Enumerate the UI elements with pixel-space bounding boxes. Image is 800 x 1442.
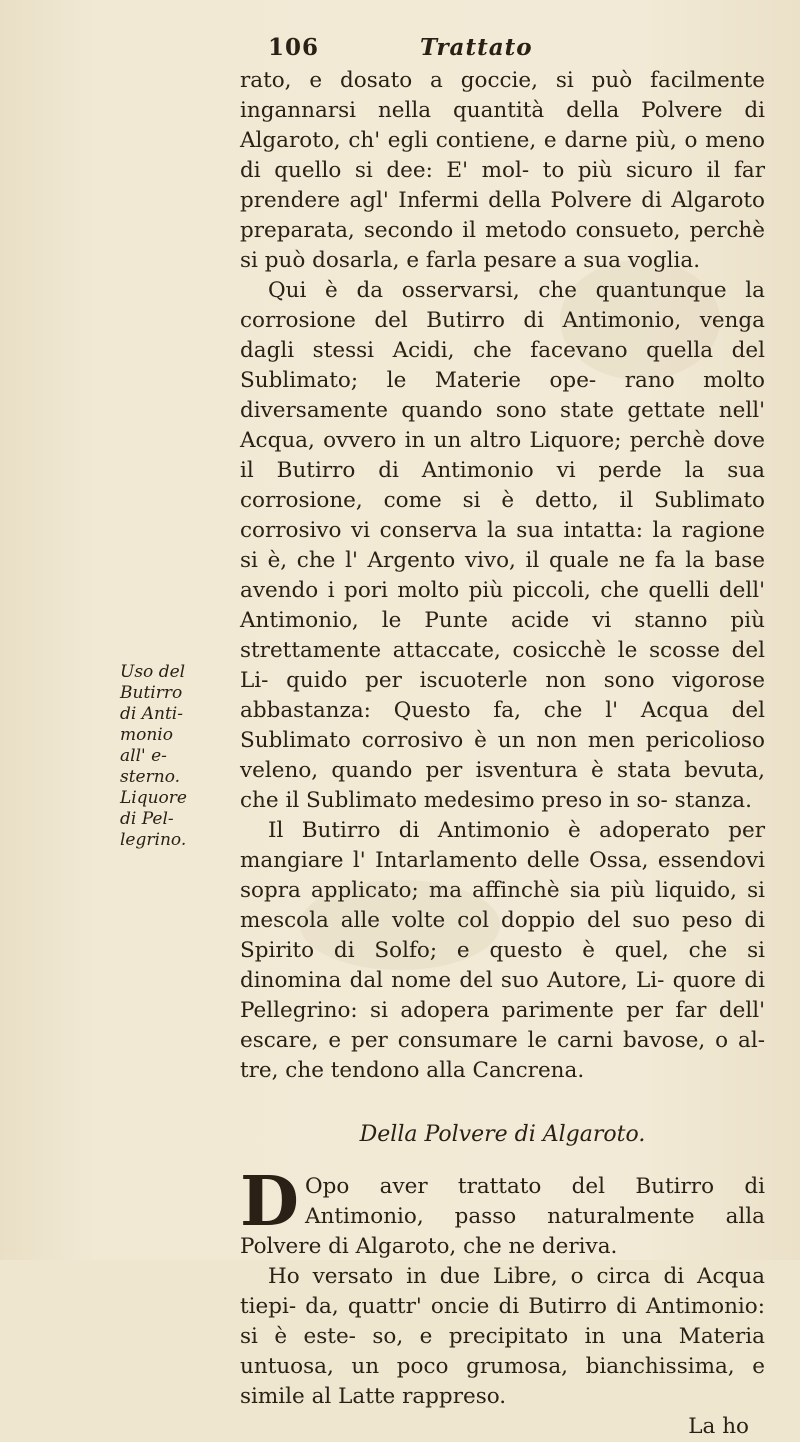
margin-note-line: all' e- — [120, 746, 167, 766]
text-line: Ho versato in due Libre, o circa di Acqua tiepi- — [240, 1264, 765, 1319]
text-line: che quelli dell' Antimonio, le Punte acide vi stanno — [240, 578, 765, 633]
text-line: tre, che tendono alla Cancrena. — [240, 1058, 585, 1083]
text-line: come si è detto, il Sublimato corrosivo vi conserva la — [240, 488, 766, 543]
text-line: che facevano quella del Sublimato; le Materie ope- — [240, 338, 765, 393]
text-line: passo naturalmente alla Polvere di Algaroto, — [240, 1204, 765, 1259]
text-line: to più sicuro il far prendere agl' Infermi della Polvere — [240, 158, 765, 213]
text-line: nell' Acqua, ovvero in un altro Liquore; perchè dove — [240, 398, 765, 453]
text-line: non men pericolioso veleno, quando per isventura è — [240, 728, 765, 783]
paragraph — [240, 276, 765, 816]
text-line: ma affinchè sia più liquido, si mescola alle volte col — [240, 878, 765, 933]
text-line: doppio del suo peso di Spirito di Solfo; e questo è — [240, 908, 765, 963]
margin-note-line: legrino. — [120, 830, 187, 850]
text-line: rato, e dosato a goccie, si può facilmente ingannarsi — [240, 68, 765, 123]
paragraph — [240, 816, 765, 1086]
paragraph-text — [240, 1162, 765, 1259]
margin-note-line: sterno. — [120, 767, 181, 787]
catchword: La ho — [688, 1414, 749, 1439]
page-header — [0, 34, 800, 64]
text-line: perchè si può dosarla, e farla pesare a sua voglia. — [240, 218, 765, 273]
text-line: l' Intarlamento delle Ossa, essendovi sopra applicato; — [240, 848, 765, 903]
text-line: nella quantità della Polvere di Algaroto, ch' egli — [240, 98, 765, 153]
text-line: quido per iscuoterle non sono vigorose abbastanza: — [240, 668, 765, 723]
text-line: stanza. — [674, 788, 752, 813]
text-line: Opo aver trattato del Butirro di Antimonio, — [304, 1174, 765, 1229]
text-line: più strettamente attaccate, cosicchè le scosse del Li- — [240, 608, 765, 693]
text-line: quale ne fa la base avendo i pori molto più piccoli, — [240, 548, 765, 603]
paragraph — [240, 1162, 765, 1262]
body-text — [240, 66, 765, 1442]
text-line: del Butirro di Antimonio, venga dagli stessi Acidi, — [240, 308, 765, 363]
margin-note-line: di Anti- — [120, 704, 183, 724]
margin-note-line: Uso del — [120, 662, 186, 682]
paragraph — [240, 66, 765, 276]
text-line: il Butirro di Antimonio vi perde la sua corrosione, — [240, 458, 765, 513]
text-line: sua intatta: la ragione si è, che l' Argento vivo, il — [240, 518, 765, 573]
text-line: Il Butirro di Antimonio è adoperato per mangiare — [240, 818, 765, 873]
text-line: grumosa, bianchissima, e simile al Latte rappreso. — [240, 1354, 765, 1409]
text-line: di Algaroto preparata, secondo il metodo consueto, — [240, 188, 765, 243]
text-line: che ne deriva. — [463, 1234, 618, 1259]
running-title: Trattato — [420, 34, 533, 61]
text-line: rano molto diversamente quando sono state gettate — [240, 368, 765, 423]
page-number: 106 — [268, 34, 320, 61]
text-line: da, quattr' oncie di Butirro di Antimonio: si è este- — [240, 1294, 765, 1349]
text-line: quel, che si dinomina dal nome del suo Autore, Li- — [240, 938, 766, 993]
text-line: quore di Pellegrino: si adopera parimente per far — [240, 968, 765, 1023]
margin-note-line: Butirro — [120, 683, 183, 703]
text-line: Questo fa, che l' Acqua del Sublimato corrosivo è un — [240, 698, 765, 753]
margin-note-line: di Pel- — [120, 809, 174, 829]
section-heading: Della Polvere di Algaroto. — [359, 1122, 646, 1147]
margin-note — [120, 662, 230, 851]
margin-note-line: monio — [120, 725, 173, 745]
text-line: stata bevuta, che il Sublimato medesimo preso in so- — [240, 758, 765, 813]
text-line: Qui è da osservarsi, che quantunque la corrosione — [240, 278, 765, 333]
text-line: so, e precipitato in una Materia untuosa, un poco — [240, 1324, 765, 1379]
text-line: contiene, e darne più, o meno di quello si dee: E' mol- — [240, 128, 766, 183]
drop-cap: D — [240, 1162, 299, 1242]
text-line: dell' escare, e per consumare le carni bavose, o al- — [240, 998, 765, 1053]
margin-note-line: Liquore — [120, 788, 187, 808]
paragraph — [240, 1262, 765, 1412]
